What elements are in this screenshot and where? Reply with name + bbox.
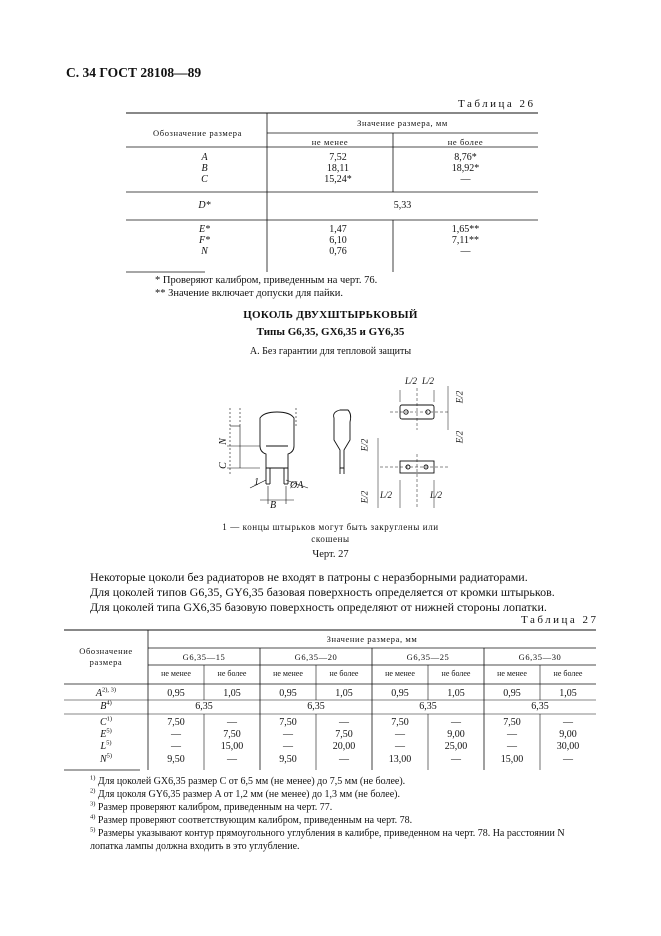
t27-cell: 1,05 bbox=[335, 688, 353, 699]
t27-cell: 0,95 bbox=[503, 688, 521, 699]
t27-cell: 1,05 bbox=[559, 688, 577, 699]
t27-cell: — bbox=[451, 753, 461, 765]
t27-cell: — bbox=[339, 717, 349, 728]
t27-cell: — bbox=[227, 753, 237, 765]
t26-row-max: — bbox=[460, 246, 471, 257]
t26-row-name: D* bbox=[198, 200, 211, 211]
t27-footnote-text: Для цоколей GX6,35 размер C от 6,5 мм (не менее) до 7,5 мм (не более). bbox=[95, 776, 406, 787]
t27-body bbox=[64, 688, 596, 766]
t27-cell: 25,00 bbox=[444, 741, 468, 753]
t26-row-max: — bbox=[460, 174, 471, 185]
t27-col-max: не более bbox=[217, 669, 247, 678]
t26-row-max: 8,76* bbox=[454, 152, 477, 163]
t26-row-max: 1,65** bbox=[451, 224, 480, 235]
t27-col-max: не более bbox=[553, 669, 583, 678]
t27-cell: 15,00 bbox=[220, 741, 244, 753]
t27-footnote bbox=[90, 775, 600, 788]
t27-cell: 13,00 bbox=[388, 753, 412, 765]
fig-label-b: B bbox=[270, 500, 277, 511]
t27-footnotes bbox=[90, 775, 600, 853]
t27-cell: 1,05 bbox=[223, 688, 241, 699]
t27-cell: — bbox=[339, 753, 349, 765]
t27-cell: 0,95 bbox=[167, 688, 185, 699]
t27-row-name: $B^{4)}$ bbox=[100, 699, 112, 712]
t27-cell-span: 6,35 bbox=[195, 701, 213, 712]
t27-cell: 7,50 bbox=[223, 729, 241, 741]
t27-row-name: $L^{5)}$ bbox=[100, 740, 112, 753]
t26-row-name: A bbox=[201, 152, 208, 163]
table-row bbox=[64, 741, 596, 753]
t27-footnote-text: Размеры указывают контур прямоугольного углубления в калибре, приведенном на черт. 78. На расстоянии N лопатка лампы должна входить в это углубление. bbox=[90, 828, 565, 852]
t26-row-min: 18,11 bbox=[326, 163, 350, 174]
t27-col-value: Значение размера, мм bbox=[326, 634, 418, 644]
t27-col-designation bbox=[64, 646, 148, 668]
t27-cell: 15,00 bbox=[500, 753, 524, 765]
t26-col-max: не более bbox=[447, 137, 484, 147]
fig-label-l2: L/2 bbox=[430, 490, 443, 500]
t27-cell: 7,50 bbox=[391, 717, 409, 728]
t26-col-value: Значение размера, мм bbox=[357, 118, 448, 128]
t27-cell: 9,00 bbox=[447, 729, 465, 741]
figure-caption-2: скошены bbox=[311, 534, 350, 544]
t27-cell: — bbox=[563, 717, 573, 728]
t26-col-designation: Обозначение размера bbox=[153, 128, 242, 138]
t27-footnote bbox=[90, 827, 600, 853]
t27-col-designation-2: размера bbox=[89, 657, 123, 667]
t27-row-note-ref: 5) bbox=[106, 727, 112, 735]
t26-row-name: B bbox=[201, 163, 208, 174]
page-header: С. 34 ГОСТ 28108—89 bbox=[66, 65, 202, 80]
figure-caption-1: 1 — концы штырьков могут быть закруглены или bbox=[222, 522, 439, 532]
t27-minmax-row bbox=[148, 669, 596, 678]
t27-type: G6,35—30 bbox=[518, 652, 562, 662]
fig-label-l2: L/2 bbox=[405, 376, 418, 386]
t27-cell-span: 6,35 bbox=[419, 701, 437, 712]
t27-cell: 7,50 bbox=[503, 717, 521, 728]
t27-cell: 7,50 bbox=[167, 717, 185, 728]
t27-cell: 0,95 bbox=[391, 688, 409, 699]
t26-row-min: 7,52 bbox=[329, 152, 347, 163]
fig-label-e2: E/2 bbox=[359, 438, 370, 452]
t27-cell: — bbox=[171, 729, 181, 741]
t27-row-name: $C^{1)}$ bbox=[99, 715, 113, 728]
table-row bbox=[64, 701, 596, 715]
t27-cell: 20,00 bbox=[332, 741, 356, 753]
t27-type: G6,35—25 bbox=[406, 652, 450, 662]
t27-cell: — bbox=[395, 729, 405, 741]
t27-footnote bbox=[90, 788, 600, 801]
fig-label-1: 1 bbox=[254, 477, 259, 488]
paragraph: Для цоколей типов G6,35, GY6,35 базовая поверхность определяется от кромки штырьков. bbox=[90, 585, 555, 599]
t27-footnote bbox=[90, 814, 600, 827]
t27-footnote-number: 5) bbox=[90, 826, 96, 834]
t27-cell: — bbox=[395, 741, 405, 753]
t26-row-name: C bbox=[201, 174, 208, 185]
t26-row-min: 1,47 bbox=[329, 224, 347, 235]
t26-span-value: 5,33 bbox=[393, 200, 412, 211]
t27-cell: — bbox=[283, 741, 293, 753]
t27-col-min: не менее bbox=[497, 669, 527, 678]
t27-row-note-ref: 1) bbox=[106, 715, 113, 723]
fig-label-e2: E/2 bbox=[454, 390, 465, 404]
fig-label-e2: E/2 bbox=[359, 490, 370, 504]
t27-row-note-ref: 5) bbox=[106, 752, 113, 760]
t27-row-name: $A^{2), 3)}$ bbox=[95, 686, 117, 699]
t27-row-note-ref: 4) bbox=[106, 699, 112, 707]
t27-footnote-text: Для цоколя GY6,35 размер A от 1,2 мм (не менее) до 1,3 мм (не более). bbox=[95, 789, 400, 800]
t26-footnote-1: * Проверяют калибром, приведенным на черт. 76. bbox=[155, 275, 378, 286]
t27-cell: 9,50 bbox=[279, 753, 297, 765]
t27-footnote-number: 2) bbox=[90, 787, 96, 795]
paragraph: Для цоколей типа GX6,35 базовую поверхность определяют от нижней стороны лопатки. bbox=[90, 600, 547, 614]
t27-cell: — bbox=[507, 729, 517, 741]
t27-cell: — bbox=[451, 717, 461, 728]
t26-row-name: N bbox=[201, 246, 208, 257]
t27-footnote-number: 3) bbox=[90, 800, 96, 808]
table27-caption: Таблица 27 bbox=[521, 614, 599, 626]
t26-row-min: 15,24* bbox=[324, 174, 352, 185]
t26-row-min: 0,76 bbox=[329, 246, 347, 257]
table-row bbox=[64, 688, 596, 701]
t26-row-name: F* bbox=[198, 235, 211, 246]
fig-label-n: N bbox=[217, 438, 229, 445]
section-part-text: А. Без гарантии для тепловой защиты bbox=[249, 346, 412, 357]
t27-cell: 9,50 bbox=[167, 753, 185, 765]
t27-cell: 9,00 bbox=[559, 729, 577, 741]
table26-caption: Таблица 26 bbox=[458, 98, 536, 110]
t27-row-name: $N^{5)}$ bbox=[99, 752, 113, 765]
t27-footnote-text: Размер проверяют калибром, приведенным на черт. 77. bbox=[95, 802, 333, 813]
t26-row-max: 18,92* bbox=[451, 163, 480, 174]
t27-col-min: не менее bbox=[385, 669, 415, 678]
t27-col-max: не более bbox=[329, 669, 359, 678]
t27-footnote bbox=[90, 801, 600, 814]
t27-row-note-ref: 2), 3) bbox=[102, 686, 117, 694]
t26-footnote-2: ** Значение включает допуски для пайки. bbox=[155, 288, 344, 299]
t26-row-name: E* bbox=[198, 224, 211, 235]
t26-row-max: 7,11** bbox=[451, 235, 480, 246]
t27-cell-span: 6,35 bbox=[307, 701, 325, 712]
section-subtitle: Типы G6,35, GX6,35 и GY6,35 bbox=[256, 326, 405, 338]
t27-cell: 0,95 bbox=[279, 688, 297, 699]
t27-row-name: $E^{5)}$ bbox=[100, 727, 112, 741]
paragraph: Некоторые цоколи без радиаторов не входят в патроны с неразборными радиаторами. bbox=[90, 570, 528, 584]
t27-type: G6,35—15 bbox=[182, 652, 226, 662]
fig-label-c: C bbox=[217, 462, 229, 469]
t27-row-note-ref: 5) bbox=[106, 740, 112, 748]
table-row bbox=[64, 717, 596, 729]
t27-type: G6,35—20 bbox=[294, 652, 338, 662]
fig-label-e2: E/2 bbox=[454, 430, 465, 444]
t27-cell: 7,50 bbox=[335, 729, 353, 741]
t27-cell: — bbox=[227, 717, 237, 728]
t27-cell: 1,05 bbox=[447, 688, 465, 699]
t27-cell: — bbox=[507, 741, 517, 753]
t26-row-min: 6,10 bbox=[329, 235, 347, 246]
t27-col-min: не менее bbox=[273, 669, 303, 678]
t27-cell: — bbox=[563, 753, 573, 765]
section-title: ЦОКОЛЬ ДВУХШТЫРЬКОВЫЙ bbox=[243, 309, 418, 321]
fig-label-a: ØA bbox=[290, 480, 304, 491]
t27-col-max: не более bbox=[441, 669, 471, 678]
t27-col-designation-1: Обозначение bbox=[79, 646, 133, 656]
t27-cell: — bbox=[171, 741, 181, 753]
t27-footnote-text: Размер проверяют соответствующим калибром, приведенным на черт. 78. bbox=[95, 815, 413, 826]
figure-label: Черт. 27 bbox=[312, 549, 349, 560]
t26-col-min: не менее bbox=[311, 137, 349, 147]
fig-label-l2: L/2 bbox=[422, 376, 435, 386]
table-row bbox=[64, 729, 596, 741]
t27-footnote-number: 1) bbox=[90, 774, 96, 782]
t27-cell-span: 6,35 bbox=[531, 701, 549, 712]
t27-cell: 30,00 bbox=[556, 741, 580, 753]
t27-cell: — bbox=[283, 729, 293, 741]
t27-cell: 7,50 bbox=[279, 717, 297, 728]
t27-col-min: не менее bbox=[161, 669, 191, 678]
t27-footnote-number: 4) bbox=[90, 813, 96, 821]
table-row bbox=[64, 754, 596, 766]
fig-label-l2: L/2 bbox=[380, 490, 393, 500]
